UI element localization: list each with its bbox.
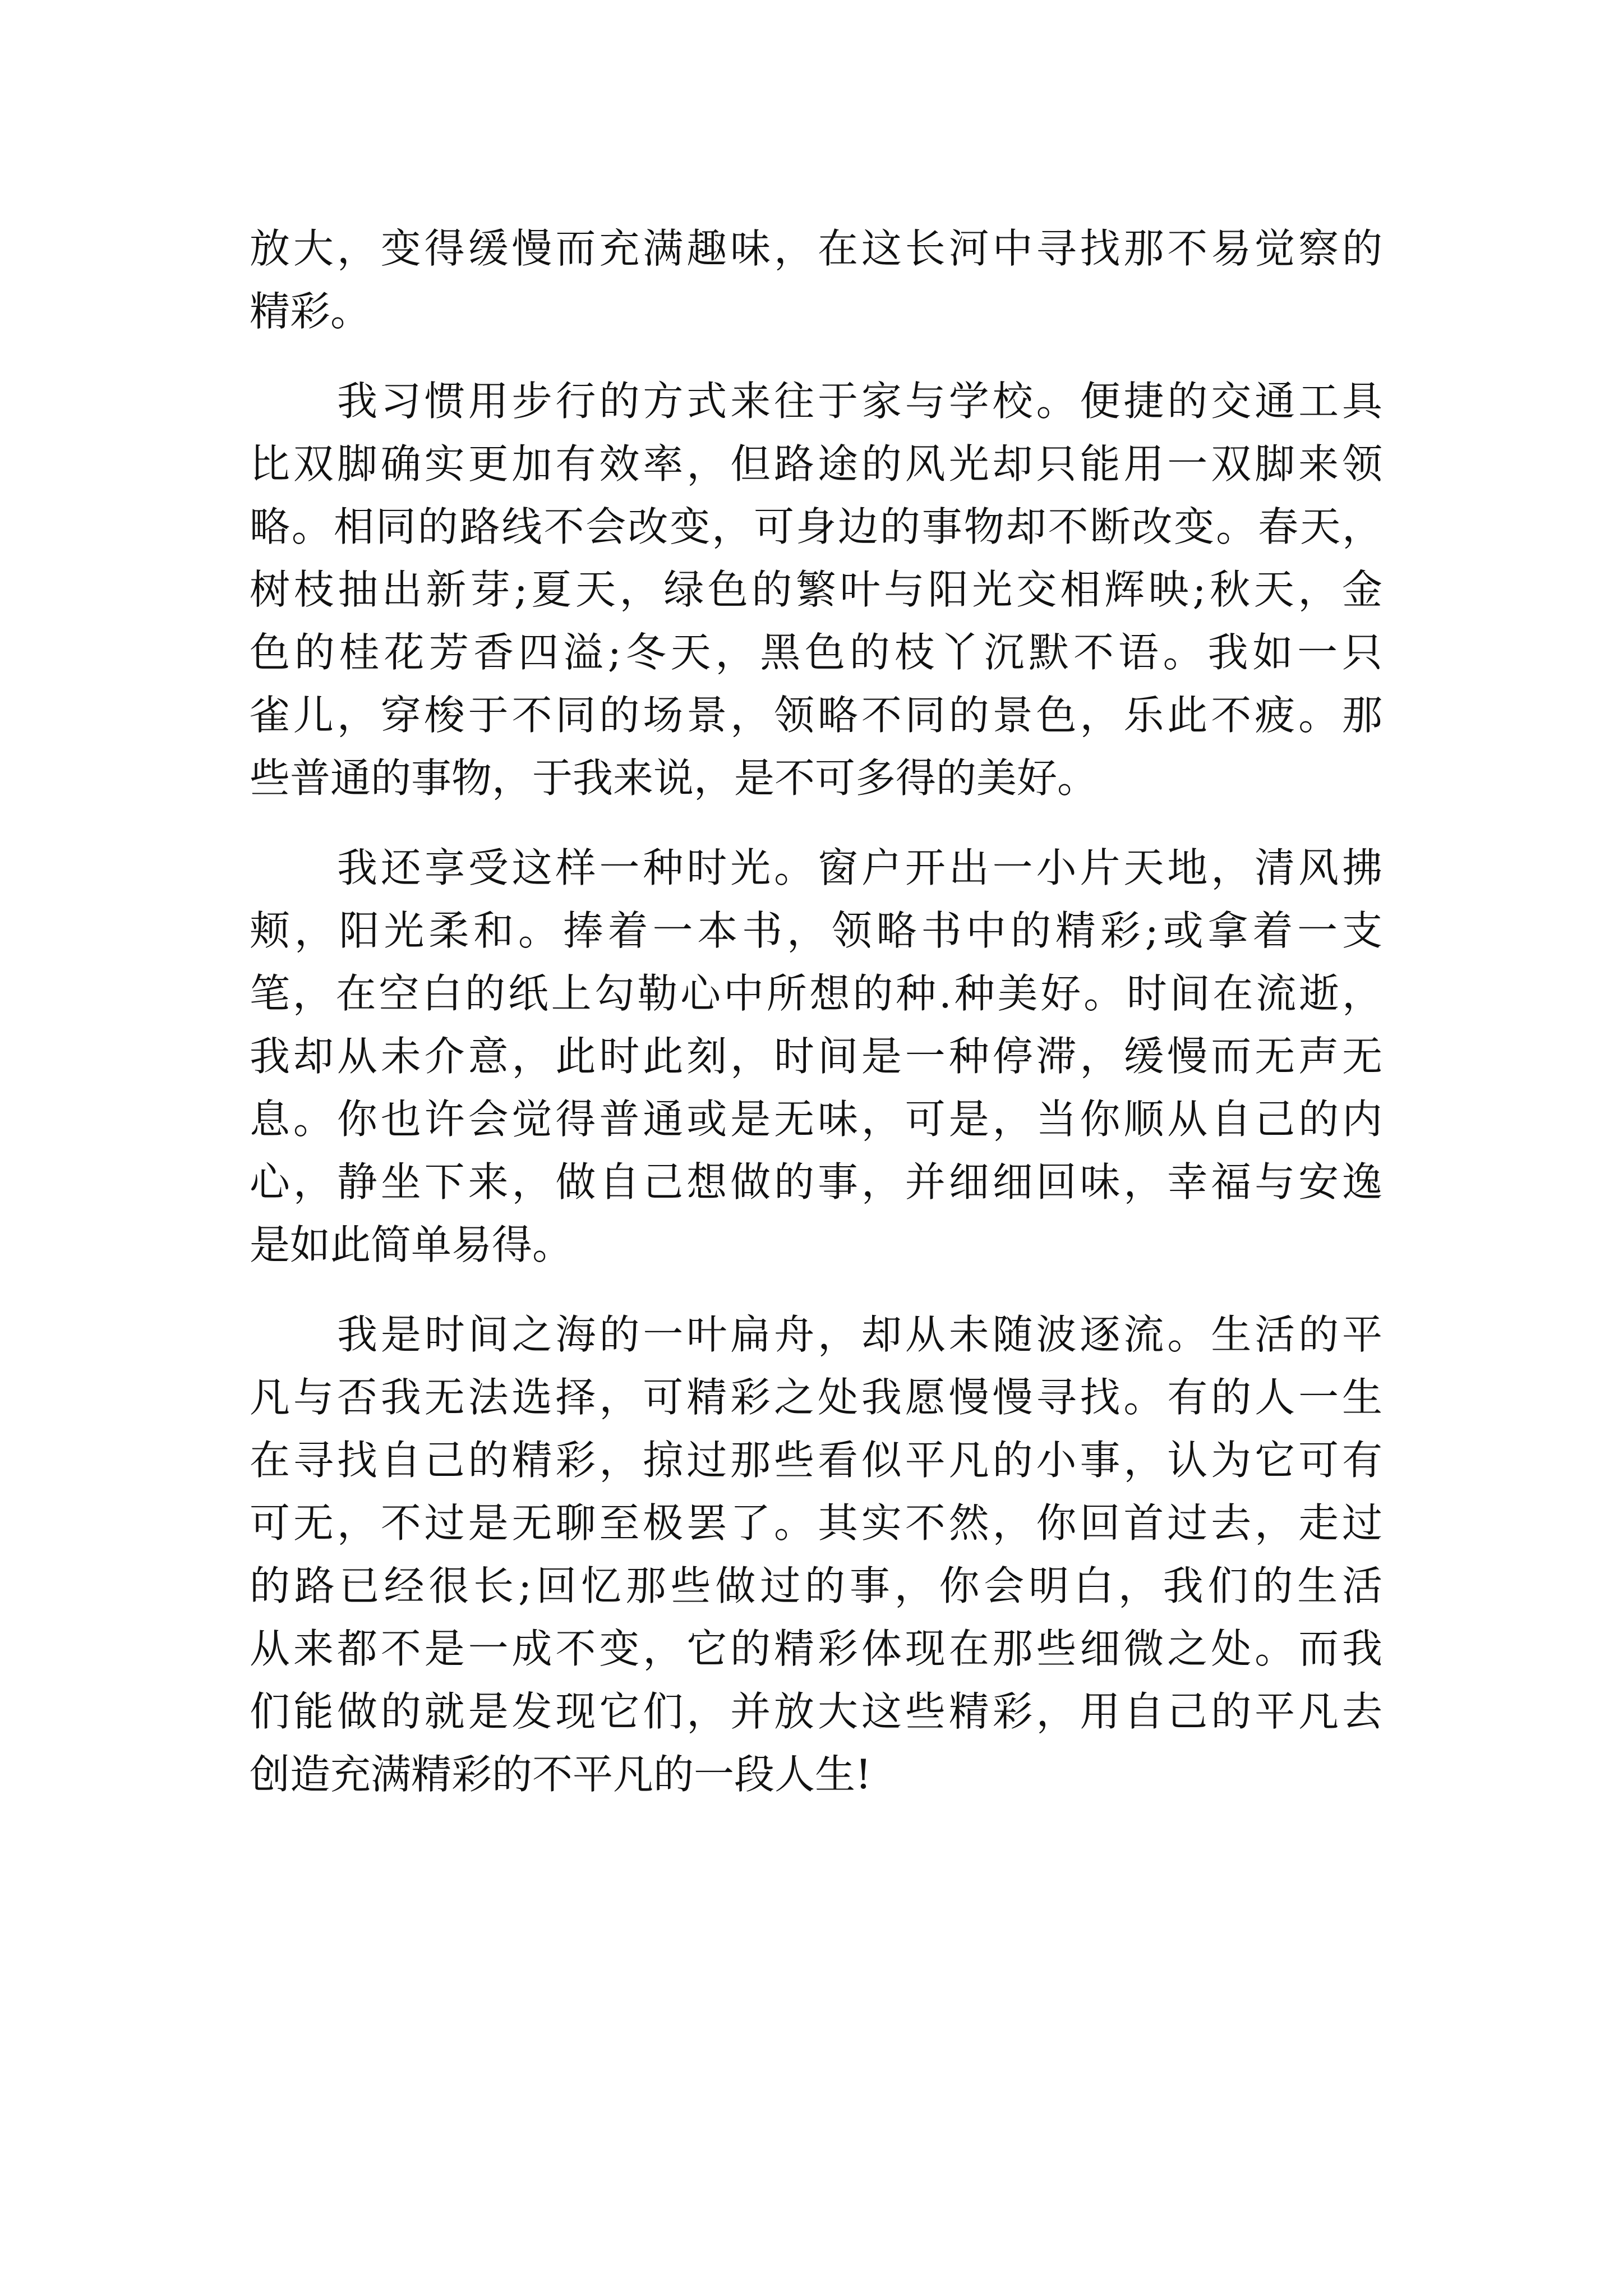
text-line: 息。你也许会觉得普通或是无味，可是，当你顺从自己的内 <box>250 1096 1382 1143</box>
text-line: 们能做的就是发现它们，并放大这些精彩，用自己的平凡去 <box>250 1688 1382 1735</box>
text-line: 放大，变得缓慢而充满趣味，在这长河中寻找那不易觉察的 <box>250 225 1382 272</box>
text-line: 精彩。 <box>250 288 371 335</box>
text-line: 略。相同的路线不会改变，可身边的事物却不断改变。春天， <box>250 503 1382 550</box>
text-line: 创造充满精彩的不平凡的一段人生! <box>250 1751 872 1798</box>
text-line: 凡与否我无法选择，可精彩之处我愿慢慢寻找。有的人一生 <box>250 1374 1382 1421</box>
text-line: 色的桂花芳香四溢;冬天，黑色的枝丫沉默不语。我如一只 <box>250 629 1382 676</box>
text-line: 树枝抽出新芽;夏天，绿色的繁叶与阳光交相辉映;秋天，金 <box>250 566 1382 613</box>
paragraph-first-line: 我习惯用步行的方式来往于家与学校。便捷的交通工具 <box>337 378 1382 425</box>
text-line: 比双脚确实更加有效率，但路途的风光却只能用一双脚来领 <box>250 440 1382 487</box>
paragraph-first-line: 我还享受这样一种时光。窗户开出一小片天地，清风拂 <box>337 844 1382 891</box>
text-line: 些普通的事物，于我来说，是不可多得的美好。 <box>250 754 1098 802</box>
text-line: 雀儿，穿梭于不同的场景，领略不同的景色，乐此不疲。那 <box>250 692 1382 739</box>
text-line: 我却从未介意，此时此刻，时间是一种停滞，缓慢而无声无 <box>250 1033 1382 1080</box>
text-line: 颊，阳光柔和。捧着一本书，领略书中的精彩;或拿着一支 <box>250 907 1382 954</box>
text-line: 的路已经很长;回忆那些做过的事，你会明白，我们的生活 <box>250 1562 1382 1609</box>
text-line: 是如此简单易得。 <box>250 1221 573 1268</box>
text-line: 在寻找自己的精彩，掠过那些看似平凡的小事，认为它可有 <box>250 1437 1382 1484</box>
paragraph-first-line: 我是时间之海的一叶扁舟，却从未随波逐流。生活的平 <box>337 1311 1382 1358</box>
text-line: 心，静坐下来，做自己想做的事，并细细回味，幸福与安逸 <box>250 1158 1382 1205</box>
text-line: 笔，在空白的纸上勾勒心中所想的种.种美好。时间在流逝， <box>250 970 1382 1017</box>
text-line: 从来都不是一成不变，它的精彩体现在那些细微之处。而我 <box>250 1625 1382 1672</box>
text-line: 可无，不过是无聊至极罢了。其实不然，你回首过去，走过 <box>250 1499 1382 1547</box>
